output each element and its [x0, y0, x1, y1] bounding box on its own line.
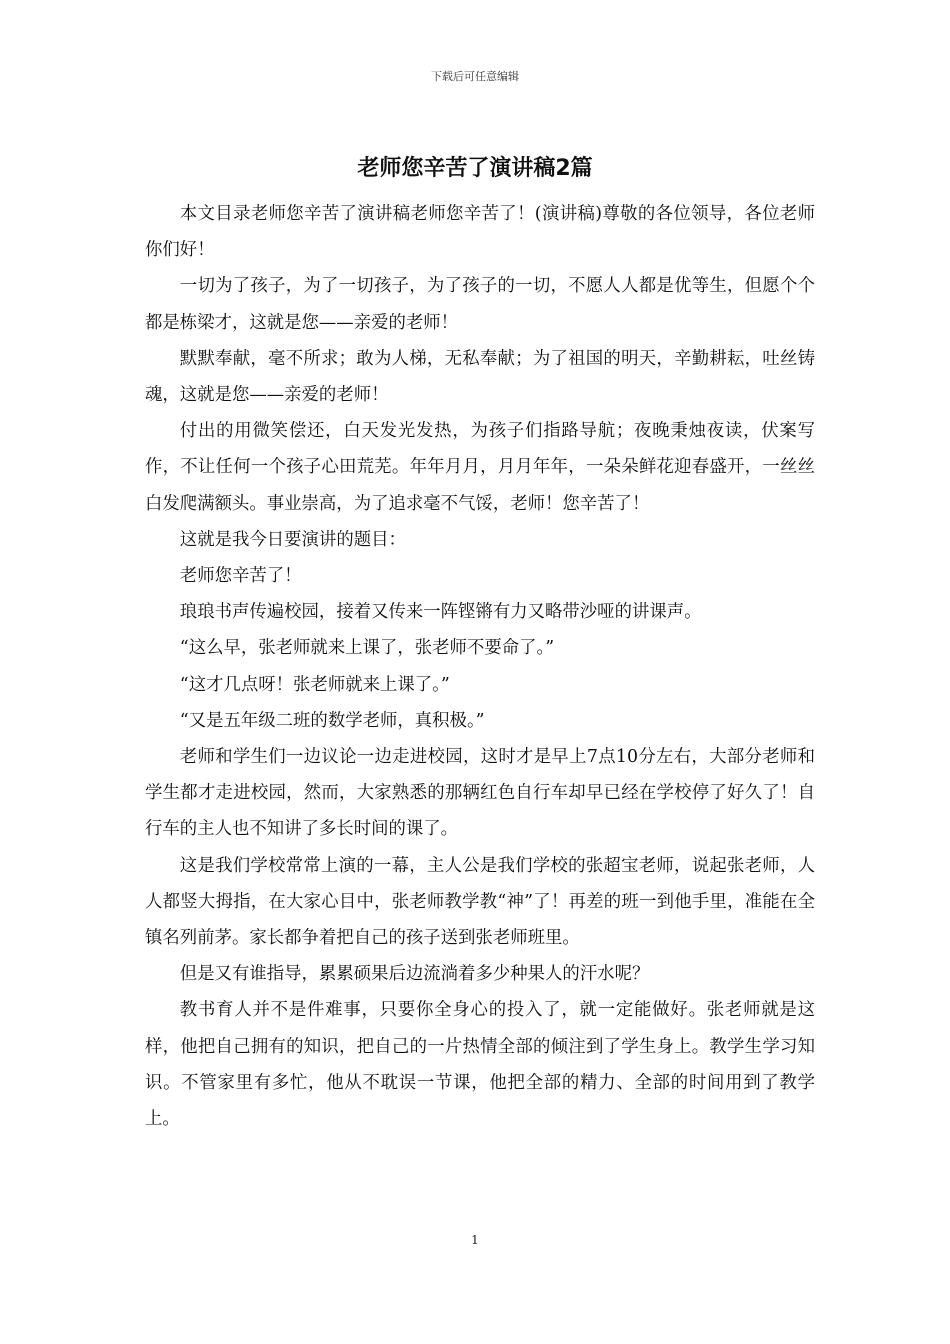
document-title: 老师您辛苦了演讲稿2篇 [357, 156, 593, 181]
paragraph: 老师您辛苦了！ [179, 566, 302, 587]
paragraph: 但是又有谁指导，累累硕果后边流淌着多少种果人的汗水呢？ [179, 964, 650, 985]
paragraph: “又是五年级二班的数学老师，真积极。” [179, 710, 485, 731]
paragraph: 这就是我今日要演讲的题目： [179, 529, 406, 550]
paragraph: 教书育人并不是件难事，只要你全身心的投入了，就一定能做好。张老师就是这样，他把自己拥有的知识，把自己的一片热情全部的倾注到了学生身上。教学生学习知识。不管家里有多忙，他从不耽误一节课，他把全部的精力、全部的时间用到了教学上。 [145, 1000, 815, 1130]
paragraph: “这么早，张老师就来上课了，张老师不要命了。” [179, 638, 555, 659]
page-number: 1 [471, 1233, 479, 1247]
document-body [145, 196, 815, 1137]
paragraph: 老师和学生们一边议论一边走进校园，这时才是早上7点10分左右，大部分老师和学生都才走进校园，然而，大家熟悉的那辆红色自行车却早已经在学校停了好久了！自行车的主人也不知讲了多长时间的课了。 [145, 747, 815, 840]
paragraph: 琅琅书声传遍校园，接着又传来一阵铿锵有力又略带沙哑的讲课声。 [179, 602, 702, 623]
paragraph: 这是我们学校常常上演的一幕，主人公是我们学校的张超宝老师，说起张老师，人人都竖大拇指，在大家心目中，张老师教学教“神”了！再差的班一到他手里，准能在全镇名列前茅。家长都争着把自己的孩子送到张老师班里。 [145, 855, 815, 949]
paragraph: “这才几点呀！张老师就来上课了。” [179, 674, 450, 695]
page-header: 下载后可任意编辑 [431, 70, 519, 83]
paragraph: 默默奉献，毫不所求；敢为人梯，无私奉献；为了祖国的明天，辛勤耕耘，吐丝铸魂，这就是您——亲爱的老师！ [145, 348, 815, 406]
paragraph: 本文目录老师您辛苦了演讲稿老师您辛苦了！(演讲稿)尊敬的各位领导，各位老师你们好！ [145, 204, 815, 261]
paragraph: 付出的用微笑偿还，白天发光发热，为孩子们指路导航；夜晚秉烛夜读，伏案写作，不让任何一个孩子心田荒芜。年年月月，月月年年，一朵朵鲜花迎春盛开，一丝丝白发爬满额头。事业崇高，为了追求毫不气馁，老师！您辛苦了！ [145, 421, 815, 514]
paragraph: 一切为了孩子，为了一切孩子，为了孩子的一切，不愿人人都是优等生，但愿个个都是栋梁才，这就是您——亲爱的老师！ [145, 276, 815, 333]
